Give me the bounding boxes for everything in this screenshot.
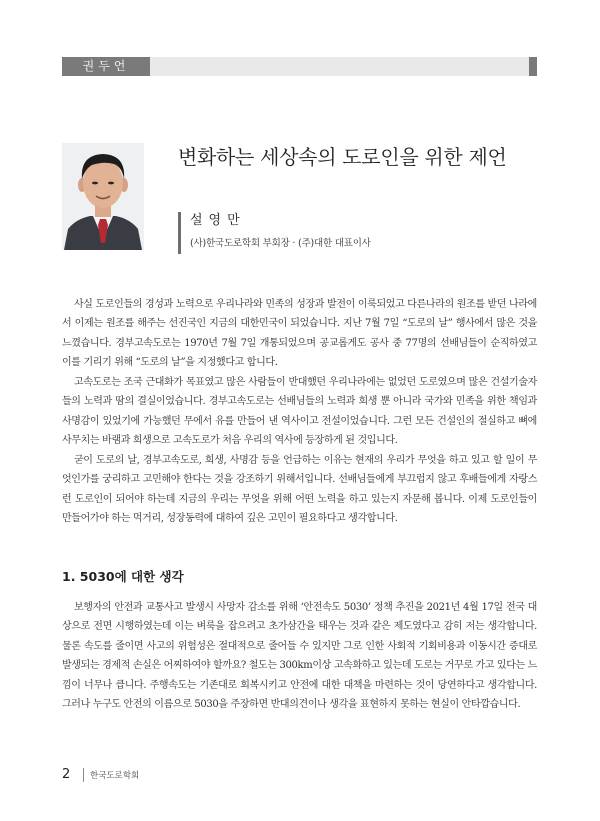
- section-header-bar: [62, 57, 537, 76]
- article-title: 변화하는 세상속의 도로인을 위한 제언: [178, 145, 507, 169]
- section-heading: 1. 5030에 대한 생각: [62, 569, 184, 584]
- section-bar-end: [529, 57, 537, 76]
- footer-divider: [83, 768, 84, 782]
- body-paragraph-2: [62, 373, 537, 451]
- paragraph-text: 고속도로는 조국 근대화가 목표였고 많은 사람들이 반대했던 우리나라에는 없었던 도로였으며 많은 건설기술자들의 노력과 땀의 결실이었습니다. 경부고속도로는 선배님들의 노력과 희생 뿐 아니라 국가와 민족을 위한 책임과 사명감이 있었기에 가능했던 무에서 유를 만들어 낸 역사이고 전설이었습니다. 그런 모든 건설인의 절실하고 뼈에 사무치는 바램과 희생으로 고속도로가 처음 우리의 역사에 등장하게 된 것입니다.: [62, 377, 537, 447]
- paragraph-text: 굳이 도로의 날, 경부고속도로, 희생, 사명감 등을 언급하는 이유는 현재의 우리가 무엇을 하고 있고 할 일이 무엇인가를 궁리하고 고민해야 한다는 것을 강조하기 위해서입니다. 선배님들에게 부끄럽지 않고 후배들에게 자랑스런 도로인이 되어야 하는데 지금의 우리는 무엇을 위해 어떤 노력을 하고 있는지 자문해 봅니다. 이제 도로인들이 만들어가야 하는 먹거리, 성장동력에 대하여 깊은 고민이 필요하다고 생각합니다.: [62, 455, 537, 525]
- paragraph-text: 보행자의 안전과 교통사고 발생시 사망자 감소를 위해 ‘안전속도 5030’ 정책 추진을 2021년 4월 17일 전국 대상으로 전면 시행하였는데 이는 벼룩을 잡으려고 초가삼간을 태우는 것과 같은 제도였다고 감히 저는 생각합니다. 물론 속도를 줄이면 사고의 위험성은 절대적으로 줄어들 수 있지만 그로 인한 사회적 기회비용과 이동시간 증대로 발생되는 경제적 손실은 어찌하여야 할까요? 철도는 300km이상 고속화하고 있는데 도로는 거꾸로 가고 있다는 느낌이 너무나 큽니다. 주행속도는 기존대로 회복시키고 안전에 대한 대책을 마련하는 것이 당연하다고 생각합니다. 그러나 누구도 안전의 이름으로 5030을 주장하면 반대의견이나 생각을 표현하지 못하는 현실이 안타깝습니다.: [62, 602, 537, 711]
- footer-organization: 한국도로학회: [90, 771, 140, 781]
- page-number: 2: [62, 767, 71, 782]
- author-portrait-image: [62, 143, 144, 250]
- author-name: 설영만: [190, 213, 246, 228]
- author-photo: [62, 143, 144, 250]
- paragraph-text: 사실 도로인들의 경성과 노력으로 우리나라와 민족의 성장과 발전이 이룩되었고 다른나라의 원조를 받던 나라에서 이제는 원조를 해주는 선진국인 지금의 대한민국이 되었습니다. 지난 7월 7일 “도로의 날” 행사에서 많은 것을 느꼈습니다. 경부고속도로는 1970년 7월 7일 개통되었으며 공교롭게도 공사 중 77명의 선배님들이 순직하였고 이를 기리기 위해 “도로의 날”을 지정했다고 합니다.: [62, 299, 537, 369]
- body-paragraph-1: [62, 295, 537, 373]
- body-paragraph-4: [62, 598, 537, 714]
- body-paragraph-3: [62, 451, 537, 529]
- author-byline: [178, 212, 371, 254]
- author-affiliation: (사)한국도로학회 부회장 · (주)대한 대표이사: [190, 238, 371, 249]
- section-label: 권두언: [62, 57, 150, 76]
